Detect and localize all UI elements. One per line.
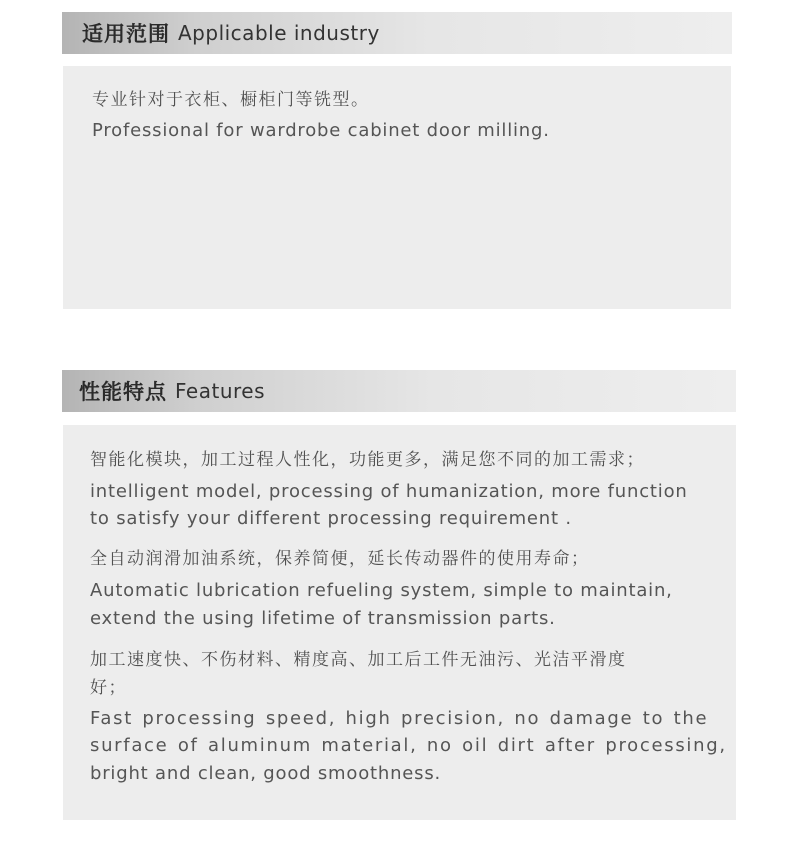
section-title-cn: 适用范围 [82, 22, 170, 46]
feature-3-en-line2: surface of aluminum material, no oil dirt after processing, [90, 735, 727, 756]
section-header-applicable-industry [62, 12, 732, 54]
feature-2-cn: 全自动润滑加油系统，保养简便，延长传动器件的使用寿命； [90, 549, 590, 569]
feature-3-en-line1: Fast processing speed, high precision, no damage to the [90, 708, 709, 729]
section-title-en: Features [175, 379, 265, 403]
feature-2-en-line1: Automatic lubrication refueling system, simple to maintain, [90, 580, 673, 601]
applicable-text-en: Professional for wardrobe cabinet door milling. [92, 120, 550, 141]
applicable-text-cn: 专业针对于衣柜、橱柜门等铣型。 [92, 90, 370, 110]
feature-2-en-line2: extend the using lifetime of transmission parts. [90, 608, 556, 629]
section-title-en: Applicable industry [178, 21, 380, 45]
feature-3-en-line3: bright and clean, good smoothness. [90, 763, 442, 784]
feature-1-en-line2: to satisfy your different processing requirement . [90, 508, 572, 529]
feature-3-cn-line2: 好； [90, 678, 127, 698]
feature-1-cn: 智能化模块，加工过程人性化，功能更多，满足您不同的加工需求； [90, 450, 645, 470]
feature-3-cn-line1: 加工速度快、不伤材料、精度高、加工后工件无油污、光洁平滑度 [90, 650, 627, 670]
section-title-cn: 性能特点 [79, 380, 167, 404]
section-header-features [62, 370, 736, 412]
feature-1-en-line1: intelligent model, processing of humanization, more function [90, 481, 688, 502]
